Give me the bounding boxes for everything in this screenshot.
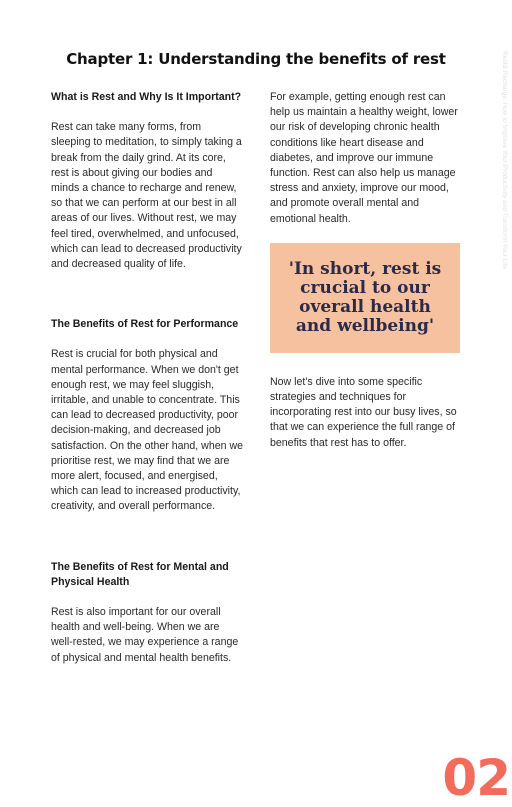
spacer (51, 332, 243, 347)
left-column (51, 90, 243, 666)
pull-quote-box (270, 243, 460, 353)
page-number: 02 (442, 749, 510, 807)
section-body-health: Rest is also important for our overall health and well-being. When we are well-rested, we may experience a range of physical and mental health benefits. (51, 606, 239, 664)
paragraph-next-steps: Now let's dive into some specific strategies and techniques for incorporating rest into our busy lives, so that we can experience the full range of benefits that rest has to offer. (270, 375, 457, 449)
spacer (51, 105, 243, 120)
pull-quote: 'In short, rest is crucial to our overall health and wellbeing' (288, 258, 442, 336)
spacer (51, 272, 243, 317)
spacer (51, 515, 243, 560)
side-watermark-text: 'Rest& Recharge: How to Improve Your Productivity and Transform Your Life (501, 50, 508, 270)
paragraph-example: For example, getting enough rest can help us maintain a healthy weight, lower our risk of developing chronic health conditions like heart disease and diabetes, and improve our immune function. Rest can also help us manage stress and anxiety, improve our mood, and promote overall mental and emotional health. (270, 91, 458, 225)
right-column (270, 90, 463, 451)
section-heading-health: The Benefits of Rest for Mental and Physical Health (51, 560, 229, 588)
spacer (51, 590, 243, 605)
section-body-what-is-rest: Rest can take many forms, from sleeping to meditation, to simply taking a break from the daily grind. At its core, rest is about giving our bodies and minds a chance to recharge and renew, so that we can perform at our best in all areas of our lives. Without rest, we may feel tired, overwhelmed, and unfocused, which can lead to decreased productivity and decreased quality of life. (51, 121, 242, 271)
section-body-performance: Rest is crucial for both physical and mental performance. When we don't get enough rest, we may feel sluggish, irritable, and unable to concentrate. This can lead to decreased productivity, poor decision-making, and decreased job satisfaction. On the other hand, when we prioritise rest, we may find that we are more alert, focused, and energised, which can lead to increased productivity, creativity, and overall performance. (51, 348, 243, 513)
section-heading-what-is-rest: What is Rest and Why Is It Important? (51, 91, 242, 103)
page-title: Chapter 1: Understanding the benefits of rest (66, 50, 446, 68)
section-heading-performance: The Benefits of Rest for Performance (51, 318, 239, 331)
